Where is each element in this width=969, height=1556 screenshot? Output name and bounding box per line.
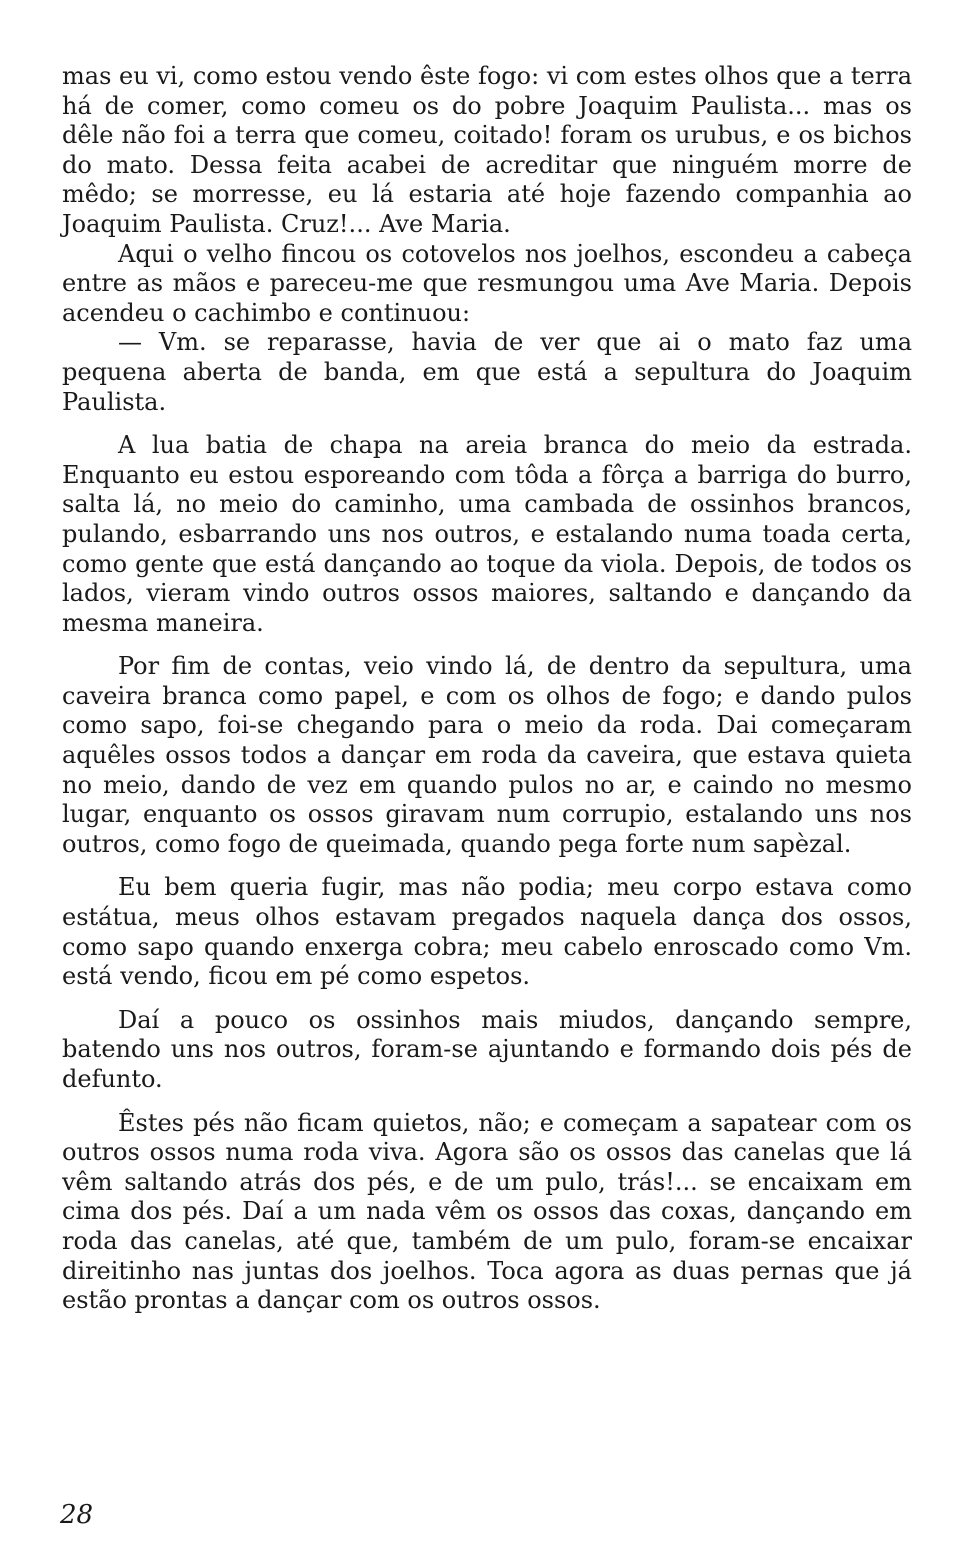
paragraph: Por fim de contas, veio vindo lá, de dentro da sepultura, uma caveira branca como papel, e com os olhos de fogo; e dando pulos como sapo, foi-se chegando para o meio da roda. Dai começaram aquêles ossos todos a dançar em roda da caveira, que estava quieta no meio, dando de vez em quando pulos no ar, e caindo no mesmo lugar, enquanto os ossos giravam num corrupio, estalando uns nos outros, como fogo de queimada, quando pega forte num sapèzal. (62, 652, 912, 858)
paragraph: Êstes pés não ficam quietos, não; e começam a sapatear com os outros ossos numa roda viva. Agora são os ossos das canelas que lá vêm saltando atrás dos pés, e de um pulo, trás!... se encaixam em cima dos pés. Daí a um nada vêm os ossos das coxas, dançando em roda das canelas, até que, também de um pulo, foram-se encaixar direitinho nas juntas dos joelhos. Toca agora as duas pernas que já estão prontas a dançar com os outros ossos. (62, 1108, 912, 1315)
paragraph-dialogue: — Vm. se reparasse, havia de ver que ai o mato faz uma pequena aberta de banda, em que está a sepultura do Joaquim Paulista. (62, 328, 912, 416)
paragraph-continuation: mas eu vi, como estou vendo êste fogo: vi com estes olhos que a terra há de comer, como comeu os do pobre Joaquim Paulista... mas os dêle não foi a terra que comeu, coitado! foram os urubus, e os bichos do mato. Dessa feita acabei de acreditar que ninguém morre de mêdo; se morresse, eu lá estaria até hoje fazendo companhia ao Joaquim Paulista. Cruz!... Ave Maria. (62, 62, 912, 238)
paragraph: A lua batia de chapa na areia branca do meio da estrada. Enquanto eu estou esporeando com tôda a fôrça a barriga do burro, salta lá, no meio do caminho, uma cambada de ossinhos brancos, pulando, esbarrando uns nos outros, e estalando numa toada certa, como gente que está dançando ao toque da viola. Depois, de todos os lados, vieram vindo outros ossos maiores, saltando e dançando da mesma maneira. (62, 431, 912, 637)
body-text (62, 62, 912, 1316)
paragraph: Daí a pouco os ossinhos mais miudos, dançando sempre, batendo uns nos outros, foram-se ajuntando e formando dois pés de defunto. (62, 1005, 912, 1093)
page-number: 28 (60, 1500, 94, 1530)
paragraph: Aqui o velho fincou os cotovelos nos joelhos, escondeu a cabeça entre as mãos e pareceu-me que resmungou uma Ave Maria. Depois acendeu o cachimbo e continuou: (62, 239, 912, 327)
paragraph: Eu bem queria fugir, mas não podia; meu corpo estava como estátua, meus olhos estavam pregados naquela dança dos ossos, como sapo quando enxerga cobra; meu cabelo enroscado como Vm. está vendo, ficou em pé como espetos. (62, 873, 912, 991)
